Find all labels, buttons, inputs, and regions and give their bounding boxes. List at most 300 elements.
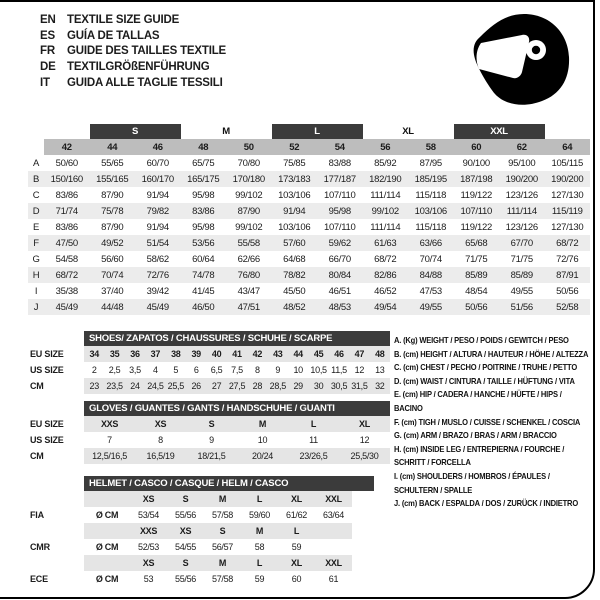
measure-value: 50/56 [454, 299, 500, 315]
language-code: FR [40, 45, 55, 58]
language-code: EN [40, 14, 56, 26]
racing-helmet-icon-svg [464, 12, 576, 108]
measure-value: 60/70 [146, 157, 169, 169]
measure-value: 165/175 [181, 171, 227, 187]
size-cell: 6,5 [210, 365, 223, 375]
measure-value: 85/89 [454, 267, 500, 283]
size-cell: 4 [153, 365, 158, 375]
size-cell: 39 [191, 349, 201, 359]
measure-value: 49/54 [363, 299, 409, 315]
size-cell: 59/60 [248, 510, 271, 520]
spacer-cell [28, 139, 44, 155]
size-cell: 37 [150, 349, 161, 359]
measure-row [28, 235, 590, 251]
language-title: GUIDA ALLE TAGLIE TESSILI [67, 76, 223, 89]
size-cell: 35 [109, 349, 120, 359]
row-values [84, 571, 352, 587]
row-label: CM [30, 451, 44, 461]
size-cell: 41 [232, 349, 242, 359]
size-cell: XL [291, 558, 302, 568]
size-cell: XXL [325, 494, 342, 504]
legend-item: G. (cm) ARM / BRAZO / BRAS / ARM / BRACCIO [394, 430, 557, 441]
size-cell: 9 [209, 435, 214, 445]
spacer-cell [545, 124, 591, 139]
size-number: 58 [408, 139, 454, 155]
size-number: 62 [499, 139, 545, 155]
measure-value: 87/90 [226, 203, 272, 219]
size-row [30, 346, 390, 362]
size-cell: S [219, 526, 226, 536]
measure-value: 83/86 [55, 189, 78, 201]
measure-value: 78/82 [272, 267, 318, 283]
size-cell: XS [142, 494, 155, 504]
size-group-label: XL [402, 126, 414, 137]
measure-value: 87/91 [545, 267, 591, 283]
size-cell: 28 [252, 381, 263, 391]
size-cell: 12,5/16,5 [92, 451, 127, 461]
spacer-cell [44, 124, 90, 139]
measure-letter: J [28, 299, 44, 315]
size-cell: XS [154, 419, 167, 429]
measure-value: 115/119 [545, 203, 591, 219]
row-values [84, 346, 390, 362]
measure-value: 49/55 [510, 285, 533, 297]
size-cell: 13 [375, 365, 385, 375]
language-row [40, 60, 226, 76]
measure-value: 68/72 [545, 235, 591, 251]
row-values [84, 448, 390, 464]
size-cell: 7,5 [231, 365, 243, 375]
measure-value: 45/49 [44, 299, 90, 315]
measure-value: 107/110 [323, 221, 356, 233]
size-cell: XL [359, 419, 370, 429]
size-cell: 11,5 [331, 365, 347, 375]
measure-value: 61/63 [363, 235, 409, 251]
row-label: US SIZE [30, 365, 64, 375]
row-values [84, 523, 352, 539]
measure-value: 44/48 [90, 299, 136, 315]
measure-row [28, 299, 590, 315]
size-number: 46 [135, 139, 181, 155]
measure-value: 64/68 [283, 253, 306, 265]
size-cell: 46 [334, 349, 344, 359]
size-cell: 24,5 [147, 381, 164, 391]
size-cell: 28,5 [269, 381, 286, 391]
size-cell: 20/24 [251, 451, 274, 461]
measure-value: 95/98 [192, 189, 215, 201]
measure-value: 119/122 [460, 189, 493, 201]
language-row [40, 13, 226, 29]
measure-value: 80/84 [317, 267, 363, 283]
size-group-label: M [222, 126, 230, 137]
size-cell: 11 [309, 435, 318, 445]
row-label [30, 523, 84, 539]
measure-value: 68/72 [44, 267, 90, 283]
size-number: 48 [181, 139, 227, 155]
measure-value: 87/95 [419, 157, 442, 169]
row-label: US SIZE [30, 435, 64, 445]
measure-letter: I [34, 285, 38, 297]
measure-letter: G [32, 253, 40, 265]
size-number: 52 [272, 139, 318, 155]
size-number: 64 [545, 139, 591, 155]
size-cell: 12 [354, 365, 365, 375]
measure-value: 150/160 [44, 171, 90, 187]
row-label: ECE [30, 574, 48, 584]
helmet-size-table [30, 476, 374, 587]
size-row [30, 378, 390, 394]
measure-value: 75/85 [283, 157, 306, 169]
measure-letter: B [28, 171, 44, 187]
row-values [84, 491, 352, 507]
size-cell: 45 [313, 349, 324, 359]
size-cell [84, 555, 130, 571]
legend-item: C. (cm) CHEST / PECHO / POITRINE / TRUHE / PETTO [394, 362, 578, 373]
shoes-size-table [30, 331, 390, 394]
size-row [30, 539, 374, 555]
measure-value: 50/60 [55, 157, 78, 169]
measure-value: 47/50 [44, 235, 90, 251]
size-cell: 59 [254, 574, 265, 584]
measure-value: 123/126 [505, 189, 538, 201]
size-cell: 25,5/30 [350, 451, 379, 461]
measure-value: 91/94 [272, 203, 318, 219]
legend-item: B. (cm) HEIGHT / ALTURA / HAUTEUR / HÖHE / ALTEZZA [394, 348, 589, 359]
size-cell: 43 [273, 349, 283, 359]
measure-value: 91/94 [146, 221, 169, 233]
measure-value: 46/50 [181, 299, 227, 315]
size-number: 42 [44, 139, 90, 155]
size-row [30, 523, 374, 539]
measure-value: 82/86 [363, 267, 409, 283]
size-cell: 40 [211, 349, 222, 359]
row-label: FIA [30, 510, 44, 520]
size-cell: 54/55 [174, 542, 197, 552]
measure-value: 111/114 [499, 203, 545, 219]
size-cell: 27 [211, 381, 222, 391]
measure-value: 74/78 [181, 267, 227, 283]
measure-value: 85/89 [499, 267, 545, 283]
size-cell: 44 [293, 349, 303, 359]
size-cell: 31,5 [351, 381, 368, 391]
size-cell: 29 [293, 381, 303, 391]
measure-value: 111/114 [370, 189, 401, 201]
measure-value: 48/53 [317, 299, 363, 315]
size-cell: 8 [255, 365, 260, 375]
size-cell: 9 [275, 365, 281, 375]
measure-letter: E [32, 221, 40, 233]
size-cell: S [182, 558, 189, 568]
size-number: 50 [226, 139, 272, 155]
measure-value: 37/40 [101, 285, 124, 297]
measure-value: 111/114 [370, 221, 401, 233]
size-cell: XS [179, 526, 192, 536]
measure-value: 99/102 [235, 189, 263, 201]
size-cell: 6 [193, 365, 199, 375]
row-label [30, 491, 84, 507]
size-cell: 30 [313, 381, 324, 391]
size-cell: XXS [139, 526, 158, 536]
size-cell: XL [291, 494, 302, 504]
measure-row [28, 219, 590, 235]
size-number-row [28, 139, 590, 155]
measure-value: 115/118 [415, 221, 447, 233]
measure-value: 62/66 [237, 253, 260, 265]
row-label: EU SIZE [30, 419, 64, 429]
measure-value: 41/45 [192, 285, 215, 297]
size-number: 54 [317, 139, 363, 155]
size-cell: XS [142, 558, 155, 568]
measure-value: 48/52 [272, 299, 318, 315]
size-cell: M [218, 494, 227, 504]
measure-value: 48/54 [465, 285, 488, 297]
legend-item: A. (Kg) WEIGHT / PESO / POIDS / GEWITCH / PESO [394, 335, 569, 345]
measure-value: 91/94 [146, 189, 169, 201]
textile-size-table [28, 124, 590, 315]
measure-value: 35/38 [55, 285, 78, 297]
size-cell: Ø CM [95, 542, 119, 552]
size-cell [315, 539, 352, 555]
size-cell: 16,5/19 [146, 451, 175, 461]
measure-value: 79/82 [135, 203, 181, 219]
size-cell: 53 [143, 574, 154, 584]
language-title: GUIDE DES TAILLES TEXTILE [67, 45, 226, 58]
row-label: CMR [30, 542, 50, 552]
gloves-table-title: GLOVES / GUANTES / GANTS / HANDSCHUHE / GUANTI [84, 401, 390, 416]
measure-value: 170/180 [226, 171, 272, 187]
size-cell: 53/54 [137, 510, 160, 520]
row-values [84, 432, 390, 448]
size-cell: 12 [359, 435, 370, 445]
gloves-table-rows [30, 416, 390, 464]
measure-letter: D [28, 203, 44, 219]
size-cell: 34 [89, 349, 99, 359]
size-cell: 23/26,5 [299, 451, 328, 461]
size-group-label: S [90, 124, 181, 139]
size-cell: Ø CM [95, 510, 119, 520]
row-values [84, 378, 390, 394]
measure-value: 83/86 [55, 221, 78, 233]
measure-value: 107/110 [323, 189, 356, 201]
language-row [40, 29, 226, 45]
measure-value: 39/42 [146, 285, 169, 297]
size-cell: 10 [257, 435, 268, 445]
size-group-label: L [272, 124, 363, 139]
size-cell: S [182, 494, 189, 504]
size-row [30, 571, 374, 587]
measure-value: 119/122 [460, 221, 493, 233]
measure-letter: F [28, 235, 44, 251]
measure-value: 72/76 [556, 253, 579, 265]
measure-value: 45/50 [283, 285, 306, 297]
language-title: TEXTILGRÖßENFÜHRUNG [67, 61, 210, 74]
size-row [30, 555, 374, 571]
row-values [84, 416, 390, 432]
size-row [30, 491, 374, 507]
measure-value: 71/75 [510, 253, 533, 265]
measure-value: 95/98 [192, 221, 215, 233]
measure-letter: C [32, 189, 40, 201]
measure-value: 46/51 [328, 285, 351, 297]
measure-row [28, 283, 590, 299]
legend-item: H. (cm) INSIDE LEG / ENTREPIERNA / FOURCHE / SCHRITT / FORCELLA [394, 443, 565, 468]
size-cell: 36 [130, 349, 140, 359]
racing-helmet-icon [464, 12, 576, 108]
legend-item: D. (cm) WAIST / CINTURA / TAILLE / HÜFTUNG / VITA [394, 375, 575, 386]
size-cell: 57/58 [211, 574, 234, 584]
measure-value: 173/183 [272, 171, 318, 187]
size-cell: 24 [130, 381, 140, 391]
size-cell: Ø CM [95, 574, 119, 584]
size-cell: 3,5 [129, 365, 141, 375]
size-cell: 48 [375, 349, 385, 359]
size-cell: 47 [354, 349, 365, 359]
measure-value: 53/56 [181, 235, 227, 251]
size-cell: 25,5 [167, 381, 184, 391]
language-code: DE [40, 61, 56, 74]
measure-value: 76/80 [226, 267, 272, 283]
size-cell: 10,5 [310, 365, 327, 375]
size-cell: L [293, 526, 300, 536]
size-group-row [28, 124, 590, 139]
size-cell: 18/21,5 [197, 451, 226, 461]
measure-letter: H [28, 267, 44, 283]
size-cell: 42 [252, 349, 263, 359]
size-cell: 56/57 [211, 542, 234, 552]
size-number: 60 [454, 139, 500, 155]
measure-value: 57/60 [272, 235, 318, 251]
language-code: ES [40, 29, 55, 42]
measure-value: 65/75 [192, 157, 215, 169]
measure-value: 105/115 [551, 157, 584, 169]
measure-value: 123/126 [505, 221, 538, 233]
measure-value: 95/98 [317, 203, 363, 219]
size-group-label: XXL [454, 124, 545, 139]
size-cell [84, 523, 130, 539]
row-label [30, 555, 84, 571]
measure-value: 70/80 [237, 157, 260, 169]
size-cell: 23 [89, 381, 99, 391]
size-row [30, 416, 390, 432]
measure-value: 95/100 [508, 157, 536, 169]
measure-value: 68/72 [374, 253, 397, 265]
measure-value: 66/70 [328, 253, 351, 265]
size-cell: S [208, 419, 215, 429]
measure-value: 52/58 [545, 299, 591, 315]
size-cell: 30,5 [330, 381, 348, 391]
measure-value: 45/49 [135, 299, 181, 315]
legend-item: I. (cm) SHOULDERS / HOMBROS / ÉPAULES / SCHULTERN / SPALLE [394, 470, 550, 495]
size-cell: 61 [328, 574, 339, 584]
size-cell: XXS [100, 419, 119, 429]
shoes-table-title: SHOES/ ZAPATOS / CHAUSSURES / SCHUHE / SCARPE [84, 331, 390, 346]
size-number: 56 [363, 139, 409, 155]
size-cell: 5 [173, 365, 179, 375]
measure-value: 90/100 [462, 157, 490, 169]
measure-row [28, 171, 590, 187]
size-cell: M [255, 526, 264, 536]
shoes-table-rows [30, 346, 390, 394]
measure-value: 59/62 [317, 235, 363, 251]
measure-value: 47/51 [226, 299, 272, 315]
size-cell: 7 [107, 435, 112, 445]
helmet-table-title: HELMET / CASCO / CASQUE / HELM / CASCO [84, 476, 374, 491]
measure-value: 83/86 [181, 203, 227, 219]
measure-value: 87/90 [101, 221, 124, 233]
measure-value: 65/68 [454, 235, 500, 251]
spacer-cell [28, 124, 44, 139]
size-cell: XXL [325, 558, 342, 568]
language-row [40, 44, 226, 60]
size-cell: 10 [293, 365, 303, 375]
measure-row [28, 155, 590, 171]
size-cell: 8 [158, 435, 163, 445]
measure-value: 46/52 [374, 285, 397, 297]
size-cell: 2 [91, 365, 97, 375]
measure-value: 185/195 [408, 171, 454, 187]
measure-value: 160/170 [135, 171, 181, 187]
size-cell [315, 523, 352, 539]
size-number: 44 [90, 139, 136, 155]
measure-value: 55/65 [101, 157, 124, 169]
measure-value: 155/165 [90, 171, 136, 187]
measure-value: 50/56 [556, 285, 579, 297]
measure-value: 99/102 [363, 203, 409, 219]
size-cell: 26 [191, 381, 201, 391]
measure-value: 84/88 [408, 267, 454, 283]
measure-value: 177/187 [317, 171, 363, 187]
measure-value: 63/66 [408, 235, 454, 251]
size-row [30, 507, 374, 523]
size-row [30, 448, 390, 464]
legend-item: F. (cm) TIGH / MUSLO / CUISSE / SCHENKEL / COSCIA [394, 416, 581, 427]
row-values [84, 539, 352, 555]
measure-value: 103/106 [278, 189, 311, 201]
size-cell: M [218, 558, 227, 568]
measure-value: 43/47 [237, 285, 260, 297]
measure-value: 103/106 [408, 203, 454, 219]
measure-value: 71/75 [465, 253, 488, 265]
size-cell: 52/53 [137, 542, 160, 552]
measure-value: 54/58 [55, 253, 78, 265]
measure-row [28, 187, 590, 203]
measure-value: 70/74 [90, 267, 136, 283]
size-cell: 2,5 [108, 365, 121, 375]
measure-value: 47/53 [419, 285, 442, 297]
measure-value: 190/200 [499, 171, 545, 187]
language-title: TEXTILE SIZE GUIDE [67, 14, 180, 26]
measure-value: 127/130 [551, 189, 584, 201]
size-cell: 63/64 [322, 510, 345, 520]
measure-letter: A [32, 157, 40, 169]
measure-value: 55/58 [226, 235, 272, 251]
row-label: EU SIZE [30, 349, 64, 359]
measure-value: 51/54 [135, 235, 181, 251]
measure-row [28, 251, 590, 267]
size-cell: 32 [375, 381, 385, 391]
measure-value: 49/52 [90, 235, 136, 251]
size-cell: 23,5 [106, 381, 123, 391]
legend-item: E. (cm) HIP / CADERA / HANCHE / HÜFTE / HIPS / BACINO [394, 389, 562, 413]
row-values [84, 507, 352, 523]
size-cell: 61/62 [285, 510, 308, 520]
row-label: CM [30, 381, 44, 391]
measure-value: 127/130 [551, 221, 584, 233]
row-values [84, 362, 390, 378]
measure-value: 56/60 [101, 253, 124, 265]
measure-value: 103/106 [278, 221, 311, 233]
measure-value: 107/110 [454, 203, 500, 219]
